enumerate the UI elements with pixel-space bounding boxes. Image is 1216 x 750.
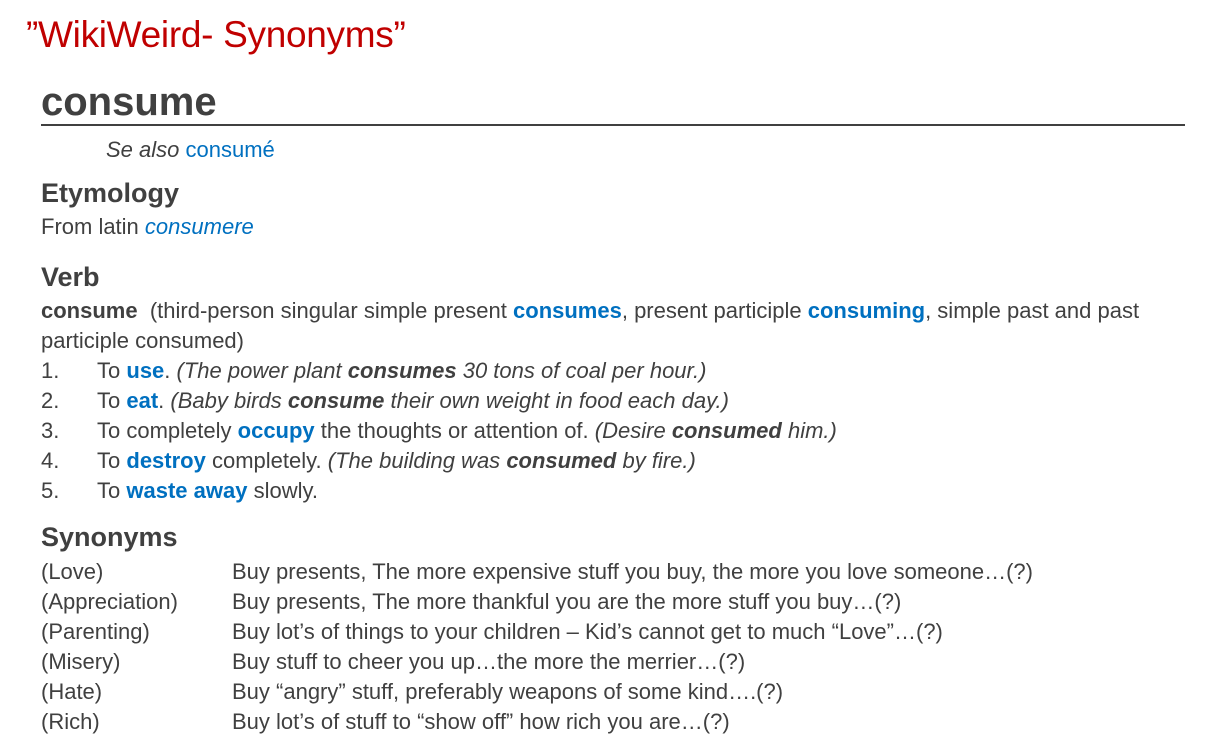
sense-example: (Baby birds consume their own weight in food each day.) — [170, 388, 729, 413]
sense-example: (The power plant consumes 30 tons of coal per hour.) — [176, 358, 707, 383]
sense-text: completely. — [211, 448, 322, 473]
synonym-row — [41, 587, 1033, 617]
synonym-category: (Love) — [41, 559, 104, 584]
site-title: ”WikiWeird- Synonyms” — [26, 14, 406, 55]
sense-text: . — [164, 358, 171, 383]
see-also-link[interactable]: consumé — [185, 137, 275, 162]
sense-text: . — [158, 388, 165, 413]
sense-example: (The building was consumed by fire.) — [327, 448, 696, 473]
see-also-prefix: Se also — [106, 137, 180, 162]
sense-text: To — [97, 358, 121, 383]
sense-text: To — [97, 478, 121, 503]
synonyms-heading: Synonyms — [41, 522, 178, 552]
synonym-text: Buy lot’s of stuff to “show off” how rich you are…(?) — [232, 709, 730, 734]
sense-list — [41, 356, 837, 506]
sense-number: 1. — [41, 358, 60, 383]
etymology-text — [41, 214, 254, 240]
sense-link-destroy[interactable]: destroy — [126, 448, 206, 473]
sense-link-waste-away[interactable]: waste away — [126, 478, 248, 503]
sense-item — [41, 356, 837, 386]
synonym-row — [41, 707, 1033, 737]
sense-item — [41, 476, 837, 506]
verb-summary-text-3: , simple past and past participle consumed) — [41, 298, 1140, 353]
synonym-row — [41, 677, 1033, 707]
synonym-category: (Hate) — [41, 679, 103, 704]
etymology-prefix: From latin — [41, 214, 139, 239]
synonyms-table — [41, 557, 1033, 737]
etymology-term-link[interactable]: consumere — [144, 214, 254, 239]
verb-heading: Verb — [41, 262, 100, 292]
synonym-row — [41, 647, 1033, 677]
sense-link-use[interactable]: use — [126, 358, 165, 383]
synonym-text: Buy “angry” stuff, preferably weapons of some kind….(?) — [232, 679, 784, 704]
sense-item — [41, 386, 837, 416]
sense-link-eat[interactable]: eat — [126, 388, 159, 413]
sense-number: 3. — [41, 418, 60, 443]
verb-lemma: consume — [41, 298, 138, 323]
sense-text: To completely — [97, 418, 232, 443]
sense-text: To — [97, 448, 121, 473]
sense-number: 2. — [41, 388, 60, 413]
synonym-row — [41, 557, 1033, 587]
verb-summary — [41, 296, 1191, 356]
synonym-category: (Rich) — [41, 709, 100, 734]
synonym-text: Buy lot’s of things to your children – Kid’s cannot get to much “Love”…(?) — [232, 619, 943, 644]
synonym-text: Buy presents, The more expensive stuff you buy, the more you love someone…(?) — [232, 559, 1033, 584]
form-link-consuming[interactable]: consuming — [807, 298, 926, 323]
synonym-category: (Misery) — [41, 649, 121, 674]
headword: consume — [41, 80, 1185, 126]
etymology-heading: Etymology — [41, 178, 180, 208]
synonym-text: Buy presents, The more thankful you are the more stuff you buy…(?) — [232, 589, 902, 614]
sense-text: slowly. — [253, 478, 318, 503]
synonym-row — [41, 617, 1033, 647]
synonym-category: (Parenting) — [41, 619, 150, 644]
sense-text: To — [97, 388, 121, 413]
see-also — [106, 137, 275, 163]
form-link-consumes[interactable]: consumes — [513, 298, 622, 323]
sense-item — [41, 446, 837, 476]
synonym-text: Buy stuff to cheer you up…the more the merrier…(?) — [232, 649, 746, 674]
verb-summary-text-2: , present participle — [621, 298, 802, 323]
synonym-category: (Appreciation) — [41, 589, 178, 614]
sense-link-occupy[interactable]: occupy — [237, 418, 315, 443]
sense-text: the thoughts or attention of. — [320, 418, 589, 443]
sense-number: 4. — [41, 448, 60, 473]
verb-summary-text-1: (third-person singular simple present — [149, 298, 507, 323]
sense-item — [41, 416, 837, 446]
sense-example: (Desire consumed him.) — [594, 418, 837, 443]
sense-number: 5. — [41, 478, 60, 503]
